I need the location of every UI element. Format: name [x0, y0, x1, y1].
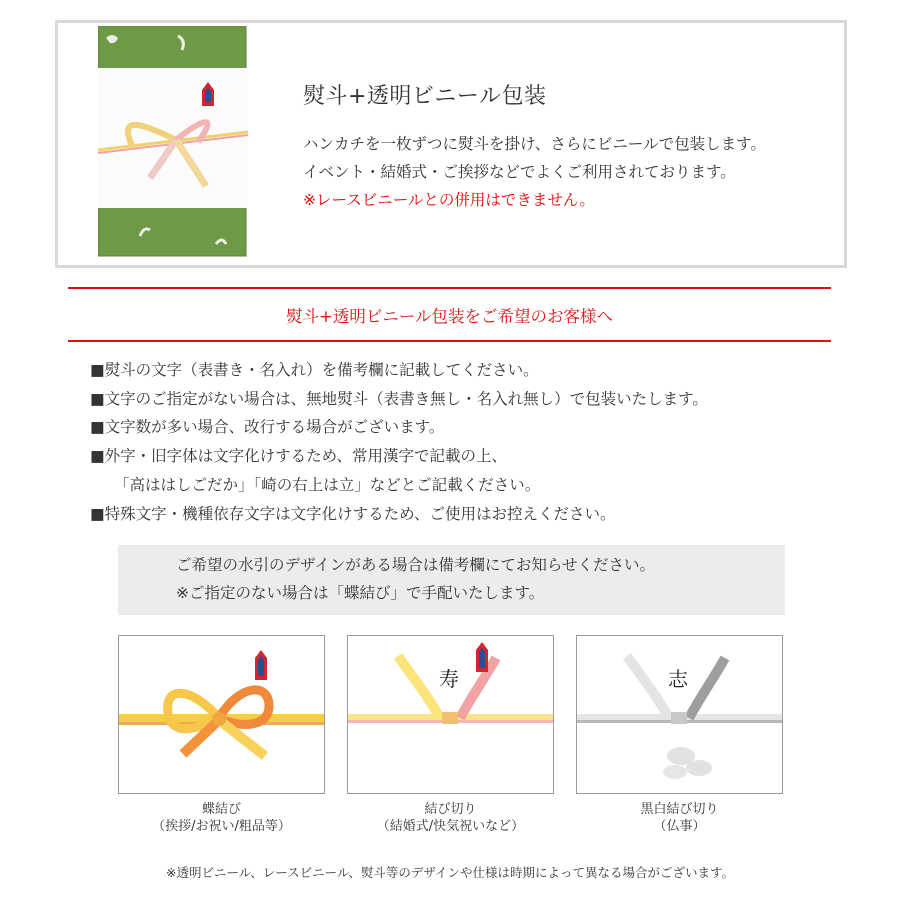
design-option-kurojiro-musubikiri — [576, 635, 783, 835]
design-name: 蝶結び — [201, 802, 241, 817]
design-image — [347, 635, 554, 794]
design-usage: （挨拶/お祝い/粗品等） — [152, 819, 291, 834]
chomusubi-mizuhiki-image — [119, 636, 325, 794]
product-description — [303, 79, 843, 214]
product-title: 熨斗+透明ビニール包装 — [303, 84, 547, 109]
note-item: ■特殊文字・機種依存文字は文字化けするため、ご使用はお控えください。 — [90, 504, 616, 523]
product-description-line: イベント・結婚式・ご挨拶などでよくご利用されております。 — [303, 163, 736, 181]
design-usage: （結婚式/快気祝いなど） — [376, 819, 525, 834]
note-item: ■文字のご指定がない場合は、無地熨斗（表書き無し・名入れ無し）で包装いたします。 — [90, 389, 708, 408]
product-box — [55, 20, 847, 268]
note-item: ■外字・旧字体は文字化けするため、常用漢字で記載の上、 — [90, 447, 508, 466]
design-caption — [347, 801, 554, 835]
design-name: 黒白結び切り — [640, 802, 719, 817]
kurojiro-mizuhiki-image — [577, 636, 783, 794]
note-item: ■文字数が多い場合、改行する場合がございます。 — [90, 418, 445, 437]
product-description-line: ハンカチを一枚ずつに熨斗を掛け、さらにビニールで包装します。 — [303, 135, 766, 153]
product-warning: ※レースビニールとの併用はできません。 — [303, 191, 595, 209]
design-image — [576, 635, 783, 794]
product-photo — [98, 26, 250, 258]
request-line: ※ご指定のない場合は「蝶結び」で手配いたします。 — [176, 584, 545, 602]
design-name: 結び切り — [424, 802, 477, 817]
notes-list — [90, 356, 830, 528]
design-image — [118, 635, 325, 794]
musubikiri-mizuhiki-image — [348, 636, 554, 794]
design-label-kotobuki: 寿 — [439, 667, 459, 691]
section-heading — [68, 287, 831, 342]
note-item: ■熨斗の文字（表書き・名入れ）を備考欄に記載してください。 — [90, 361, 539, 379]
design-caption — [576, 801, 783, 835]
design-usage: （仏事） — [653, 819, 706, 834]
design-caption — [118, 801, 325, 835]
design-label-kokorozashi: 志 — [668, 667, 688, 691]
design-option-chomusubi — [118, 635, 325, 835]
request-line: ご希望の水引のデザインがある場合は備考欄にてお知らせください。 — [176, 556, 655, 574]
note-item-continued: 「高ははしごだか」「崎の右上は立」などとご記載ください。 — [114, 475, 541, 494]
request-box — [118, 545, 785, 615]
design-option-musubikiri — [347, 635, 554, 835]
noshi-wrapped-handkerchief-image — [98, 26, 250, 258]
section-heading-text: 熨斗+透明ビニール包装をご希望のお客様へ — [286, 306, 613, 326]
footnote: ※透明ビニール、レースビニール、熨斗等のデザインや仕様は時期によって異なる場合がございます。 — [166, 865, 734, 880]
